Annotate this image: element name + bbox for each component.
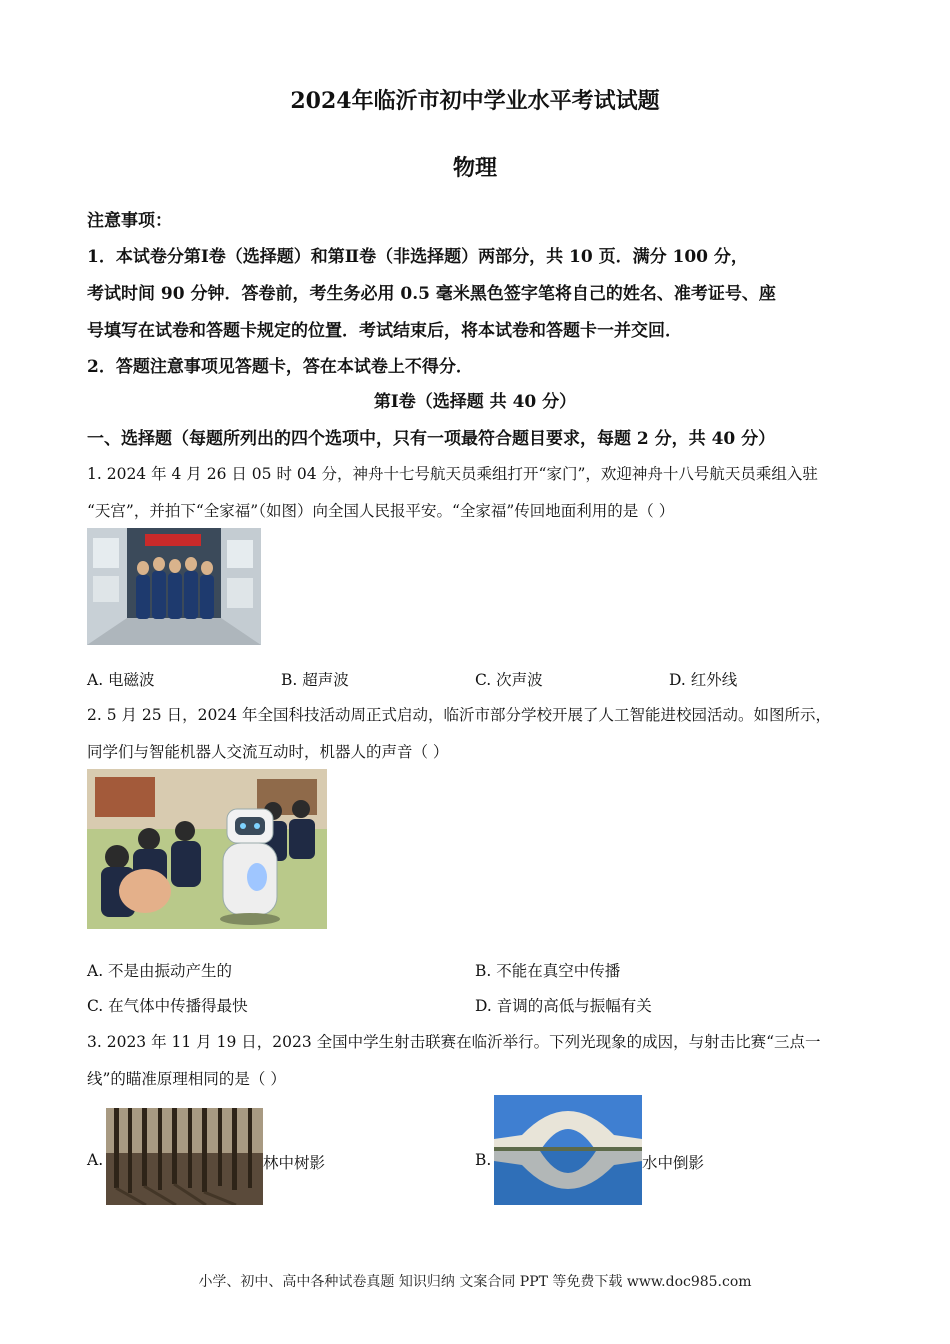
question-2-text: 2. 5 月 25 日，2024 年全国科技活动周正式启动，临沂市部分学校开展了人工智能进校园活动。如图所示， [87,706,831,724]
option-d: D. 红外线 [669,671,738,689]
option-a: A. 电磁波 [87,671,155,689]
option-c: C. 次声波 [475,671,543,689]
question-2-text: 同学们与智能机器人交流互动时，机器人的声音（ ） [87,743,449,761]
notice-line: 号填写在试卷和答题卡规定的位置．考试结束后，将本试卷和答题卡一并交回． [87,321,682,341]
exam-title: 2024年临沂市初中学业水平考试试题 [290,88,660,114]
section-instruction: 一、选择题（每题所列出的四个选项中，只有一项最符合题目要求，每题 2 分，共 40 分） [87,429,776,449]
astronaut-group-photo [87,528,261,645]
subject-title: 物理 [452,155,497,181]
footer-text: 小学、初中、高中各种试卷真题 知识归纳 文案合同 PPT 等免费下载 www.doc985.com [198,1274,752,1290]
option-a-text: 林中树影 [263,1154,326,1172]
notice-line: 1．本试卷分第Ⅰ卷（选择题）和第Ⅱ卷（非选择题）两部分，共 10 页．满分 100 分， [87,247,748,267]
notice-line: 2．答题注意事项见答题卡，答在本试卷上不得分． [87,357,473,377]
notice-heading: 注意事项： [87,211,172,231]
forest-shadow-photo [106,1108,263,1205]
option-a-label: A. [87,1151,104,1169]
option-b: B. 不能在真空中传播 [475,962,621,980]
question-3-text: 3. 2023 年 11 月 19 日，2023 全国中学生射击联赛在临沂举行。下列光现象的成因，与射击比赛“三点一 [87,1033,821,1051]
question-1-text: “天宫”，并拍下“全家福”（如图）向全国人民报平安。“全家福”传回地面利用的是（ ） [87,502,675,520]
robot-classroom-photo [87,769,327,929]
option-b-label: B. [475,1151,492,1169]
option-b: B. 超声波 [281,671,349,689]
option-a: A. 不是由振动产生的 [87,962,233,980]
question-3-text: 线”的瞄准原理相同的是（ ） [87,1070,286,1088]
option-b-text: 水中倒影 [642,1154,705,1172]
section-title: 第Ⅰ卷（选择题 共 40 分） [373,392,577,412]
bridge-reflection-photo [494,1095,642,1205]
question-1-text: 1. 2024 年 4 月 26 日 05 时 04 分，神舟十七号航天员乘组打开“家门”，欢迎神舟十八号航天员乘组入驻 [87,465,818,483]
option-d: D. 音调的高低与振幅有关 [475,997,652,1015]
notice-line: 考试时间 90 分钟．答卷前，考生务必用 0.5 毫米黑色签字笔将自己的姓名、准考证号、座 [87,284,776,304]
option-c: C. 在气体中传播得最快 [87,997,248,1015]
